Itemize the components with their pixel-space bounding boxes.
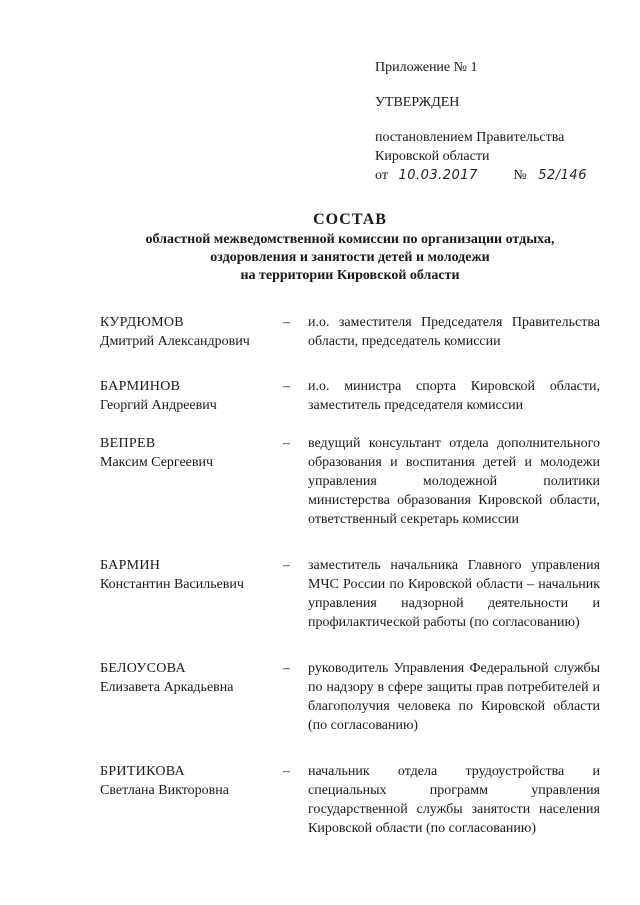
document-heading: СОСТАВ bbox=[313, 211, 387, 228]
member-dash: – bbox=[283, 315, 290, 330]
member-name bbox=[100, 377, 283, 415]
member-name bbox=[100, 313, 283, 351]
member-surname: БАРМИНОВ bbox=[100, 379, 181, 394]
member-entry bbox=[100, 556, 600, 632]
appendix-label: Приложение № 1 bbox=[375, 60, 478, 75]
member-entry bbox=[100, 434, 600, 529]
members-list bbox=[100, 313, 600, 838]
member-surname: БАРМИН bbox=[100, 558, 161, 573]
decree-line-2: Кировской области bbox=[375, 149, 490, 164]
member-given-name: Максим Сергеевич bbox=[100, 455, 214, 470]
member-surname: БЕЛОУСОВА bbox=[100, 661, 186, 676]
member-role: и.о. министра спорта Кировской области, заместитель председателя комиссии bbox=[308, 379, 600, 413]
document-title-block bbox=[100, 209, 600, 285]
member-role: начальник отдела трудоустройства и специальных программ управления государственной службы занятости населения Кировской области (по согласованию) bbox=[308, 764, 600, 836]
member-name bbox=[100, 434, 283, 529]
member-dash: – bbox=[283, 558, 290, 573]
member-entry bbox=[100, 377, 600, 415]
member-role: заместитель начальника Главного управления МЧС России по Кировской области – начальник управления надзорной деятельности и профилактической работы (по согласованию) bbox=[308, 558, 600, 630]
member-given-name: Дмитрий Александрович bbox=[100, 334, 250, 349]
approved-label: УТВЕРЖДЕН bbox=[375, 95, 460, 110]
title-line-2: оздоровления и занятости детей и молодежи bbox=[210, 250, 490, 265]
member-name bbox=[100, 762, 283, 838]
decree-date: 10.03.2017 bbox=[398, 168, 478, 183]
number-label: № bbox=[513, 168, 527, 183]
member-dash: – bbox=[283, 661, 290, 676]
member-dash: – bbox=[283, 379, 290, 394]
member-surname: БРИТИКОВА bbox=[100, 764, 185, 779]
decree-line-1: постановлением Правительства bbox=[375, 130, 565, 145]
member-role: ведущий консультант отдела дополнительного образования и воспитания детей и молодежи управления молодежной политики министерства образования Кировской области, ответственный секретарь комиссии bbox=[308, 436, 600, 527]
member-given-name: Георгий Андреевич bbox=[100, 398, 217, 413]
title-line-1: областной межведомственной комиссии по организации отдыха, bbox=[145, 232, 555, 247]
member-given-name: Елизавета Аркадьевна bbox=[100, 680, 234, 695]
approval-stamp bbox=[375, 58, 615, 185]
member-dash: – bbox=[283, 436, 290, 451]
member-dash: – bbox=[283, 764, 290, 779]
member-role: руководитель Управления Федеральной службы по надзору в сфере защиты прав потребителей и благополучия человека по Кировской области (по согласованию) bbox=[308, 661, 600, 733]
member-given-name: Константин Васильевич bbox=[100, 577, 244, 592]
decree-date-row bbox=[375, 166, 615, 185]
title-line-3: на территории Кировской области bbox=[240, 268, 460, 283]
member-role: и.о. заместителя Председателя Правительства области, председатель комиссии bbox=[308, 315, 600, 349]
decree-number: 52/146 bbox=[538, 168, 587, 183]
member-name bbox=[100, 659, 283, 735]
member-surname: КУРДЮМОВ bbox=[100, 315, 184, 330]
from-label: от bbox=[375, 168, 388, 183]
member-entry bbox=[100, 659, 600, 735]
member-given-name: Светлана Викторовна bbox=[100, 783, 229, 798]
member-entry bbox=[100, 762, 600, 838]
member-entry bbox=[100, 313, 600, 351]
member-surname: ВЕПРЕВ bbox=[100, 436, 156, 451]
member-name bbox=[100, 556, 283, 632]
